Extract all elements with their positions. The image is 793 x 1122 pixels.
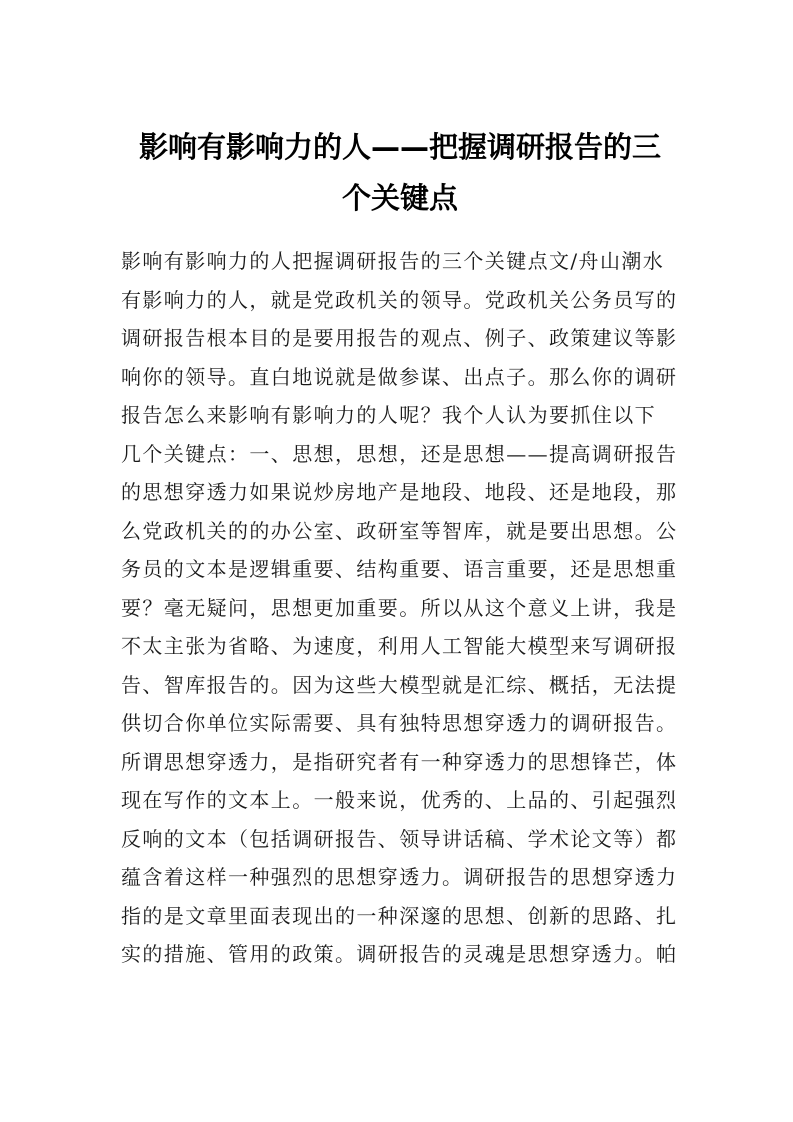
body-line: 有影响力的人，就是党政机关的领导。党政机关公务员写的	[121, 287, 678, 312]
body-line: 响你的领导。直白地说就是做参谋、出点子。那么你的调研	[121, 364, 678, 389]
body-line: 调研报告根本目的是要用报告的观点、例子、政策建议等影	[121, 326, 678, 350]
body-line: 反响的文本（包括调研报告、领导讲话稿、学术论文等）都	[121, 826, 678, 851]
body-line: 供切合你单位实际需要、具有独特思想穿透力的调研报告。	[121, 711, 678, 735]
body-line: 要？毫无疑问，思想更加重要。所以从这个意义上讲，我是	[121, 595, 678, 620]
body-line: 所谓思想穿透力，是指研究者有一种穿透力的思想锋芒，体	[121, 749, 678, 774]
body-line: 报告怎么来影响有影响力的人呢？我个人认为要抓住以下	[121, 403, 656, 427]
document-title	[120, 122, 680, 224]
body-line: 几个关键点：一、思想，思想，还是思想——提高调研报告	[121, 441, 678, 466]
body-line: 不太主张为省略、为速度，利用人工智能大模型来写调研报	[121, 634, 678, 658]
body-line: 蕴含着这样一种强烈的思想穿透力。调研报告的思想穿透力	[121, 865, 678, 889]
body-line: 的思想穿透力如果说炒房地产是地段、地段、还是地段，那	[121, 480, 678, 504]
body-line: 影响有影响力的人把握调研报告的三个关键点文/舟山潮水	[121, 249, 665, 273]
body-paragraph	[121, 242, 691, 974]
title-line-1: 影响有影响力的人——把握调研报告的三	[138, 130, 661, 164]
body-line: 么党政机关的的办公室、政研室等智库，就是要出思想。公	[121, 518, 678, 543]
body-line: 现在写作的文本上。一般来说，优秀的、上品的、引起强烈	[121, 788, 678, 812]
title-line-2: 个关键点	[341, 181, 458, 215]
body-line: 务员的文本是逻辑重要、结构重要、语言重要，还是思想重	[121, 557, 678, 581]
body-line: 告、智库报告的。因为这些大模型就是汇综、概括，无法提	[121, 672, 678, 697]
body-line: 指的是文章里面表现出的一种深邃的思想、创新的思路、扎	[121, 903, 678, 928]
body-line: 实的措施、管用的政策。调研报告的灵魂是思想穿透力。帕	[121, 942, 678, 966]
